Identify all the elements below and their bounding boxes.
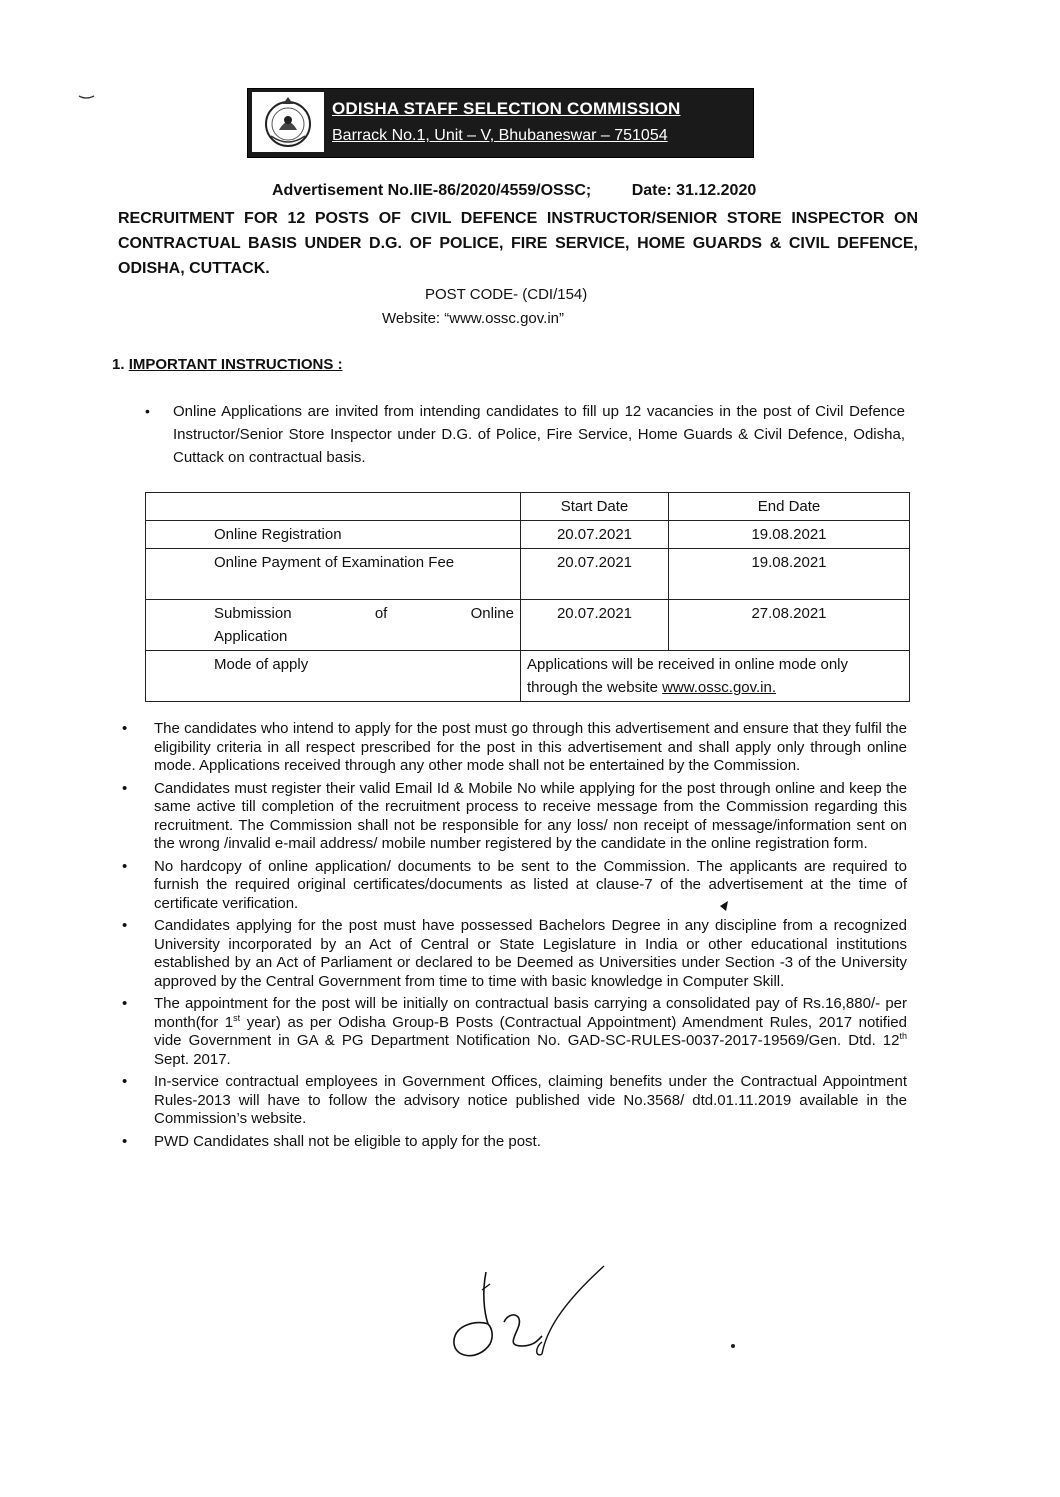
bullet-glyph: •: [122, 720, 128, 737]
section-heading: [112, 356, 343, 373]
superscript: th: [899, 1031, 907, 1041]
list-item: [122, 1133, 907, 1152]
bullet-glyph: •: [122, 857, 128, 875]
odisha-emblem-icon: [252, 92, 324, 152]
superscript: st: [233, 1012, 241, 1023]
end-date: 19.08.2021: [669, 549, 910, 600]
advertisement-line: [272, 182, 756, 200]
list-item-text: [154, 995, 907, 1068]
recruitment-title: RECRUITMENT FOR 12 POSTS OF CIVIL DEFENCE INSTRUCTOR/SENIOR STORE INSPECTOR ON CONTRACTUAL BASIS UNDER D.G. OF POLICE, FIRE SERVICE, HOME GUARDS & CIVIL DEFENCE, ODISHA, CUTTACK.: [118, 210, 918, 277]
intro-text: Online Applications are invited from intending candidates to fill up 12 vacancies in the post of Civil Defence Instructor/Senior Store Inspector under D.G. of Police, Fire Service, Home Guards & Civil Defence, Odisha, Cuttack on contractual basis.: [173, 403, 905, 466]
website-line: Website: “www.ossc.gov.in”: [382, 310, 564, 327]
handwritten-signature: [438, 1262, 618, 1382]
start-date: 20.07.2021: [521, 549, 669, 600]
start-date: 20.07.2021: [521, 600, 669, 651]
schedule-table: [145, 492, 910, 702]
commission-header: [247, 88, 754, 158]
section-title: IMPORTANT INSTRUCTIONS :: [128, 356, 343, 373]
table-header-cell: [146, 493, 521, 521]
row-label: Mode of apply: [146, 651, 521, 702]
row-label-part: Submission: [214, 605, 292, 622]
table-row: [146, 600, 910, 651]
list-item: [122, 858, 907, 914]
start-date: 20.07.2021: [521, 521, 669, 549]
bullet-glyph: •: [145, 403, 150, 419]
intro-paragraph: [145, 400, 905, 469]
commission-address: Barrack No.1, Unit – V, Bhubaneswar – 751054: [332, 127, 668, 144]
commission-title: ODISHA STAFF SELECTION COMMISSION: [332, 99, 681, 118]
list-item: [122, 720, 907, 776]
row-label-part: Online: [470, 605, 514, 622]
row-label-part: Application: [214, 628, 288, 645]
bullet-glyph: •: [122, 917, 128, 934]
list-item-text: PWD Candidates shall not be eligible to apply for the post.: [154, 1132, 541, 1150]
bullet-glyph: •: [122, 779, 128, 797]
list-item-text: No hardcopy of online application/ documents to be sent to the Commission. The applicants are required to furnish the required original certificates/documents as listed at clause-7 of the advertisement at the time of certificate verification.: [154, 857, 907, 912]
row-label: [146, 600, 521, 651]
end-date: 27.08.2021: [669, 600, 910, 651]
bullet-glyph: •: [122, 995, 128, 1012]
list-item: [122, 1073, 907, 1129]
bullet-glyph: •: [122, 1132, 128, 1150]
advertisement-number: Advertisement No.IIE-86/2020/4559/OSSC;: [272, 182, 592, 199]
table-header-cell: Start Date: [521, 493, 669, 521]
list-item-text: Candidates must register their valid Email Id & Mobile No while applying for the post through online and keep the same active till completion of the recruitment process to receive message from the Commission regarding this recruitment. The Commission shall not be responsible for any loss/ non receipt of message/information sent on the wrong /invalid e-mail address/ mobile number registered by the candidate in the online registration form.: [154, 779, 907, 852]
mode-of-apply-text: [521, 651, 910, 702]
end-date: 19.08.2021: [669, 521, 910, 549]
table-header-cell: End Date: [669, 493, 910, 521]
text-part: The appointment for the post will be initially on contractual basis carrying a consolidated pay of Rs.16,880/- per month(for 1: [154, 995, 907, 1031]
list-item-text: Candidates applying for the post must have possessed Bachelors Degree in any discipline from a recognized University incorporated by an Act of Central or State Legislature in India or other educational institutions established by an Act of Parliament or declared to be Deemed as Universities under Section -3 of the University approved by the Central Government from time to time with basic knowledge in Computer Skill.: [154, 917, 907, 990]
advertisement-date: Date: 31.12.2020: [631, 182, 757, 199]
text-part: year) as per Odisha Group-B Posts (Contractual Appointment) Amendment Rules, 2017 notified vide Government in GA & PG Department Notification No. GAD-SC-RULES-0037-2017-19569/Gen. Dtd. 12: [154, 1013, 907, 1049]
website-link[interactable]: www.ossc.gov.in.: [662, 679, 777, 696]
bullet-glyph: •: [122, 1073, 128, 1090]
scan-speck: [730, 1343, 736, 1349]
list-item-text: The candidates who intend to apply for the post must go through this advertisement and ensure that they fulfil the eligibility criteria in all respect prescribed for the post in this advertisement and shall apply only through online mode. Applications received through any other mode shall not be entertained by the Commission.: [154, 720, 907, 774]
row-label-part: of: [374, 605, 388, 622]
scan-speck: [718, 900, 730, 912]
instructions-list: [122, 720, 907, 1151]
list-item: [122, 917, 907, 991]
table-header-row: [146, 493, 910, 521]
scan-speck: [78, 94, 96, 100]
list-item-text: In-service contractual employees in Government Offices, claiming benefits under the Contractual Appointment Rules-2013 will have to follow the advisory notice published vide No.3568/ dtd.01.11.2019 available in the Commission’s website.: [154, 1073, 907, 1127]
table-row: [146, 651, 910, 702]
row-label: Online Registration: [146, 521, 521, 549]
mode-text: Applications will be received in online mode only through the website: [527, 656, 849, 696]
post-code: POST CODE- (CDI/154): [425, 286, 588, 303]
list-item: [122, 995, 907, 1069]
list-item: [122, 780, 907, 854]
section-number: 1.: [112, 356, 125, 373]
row-label: Online Payment of Examination Fee: [146, 549, 521, 600]
text-part: Sept. 2017.: [154, 1050, 231, 1068]
table-row: [146, 549, 910, 600]
table-row: [146, 521, 910, 549]
